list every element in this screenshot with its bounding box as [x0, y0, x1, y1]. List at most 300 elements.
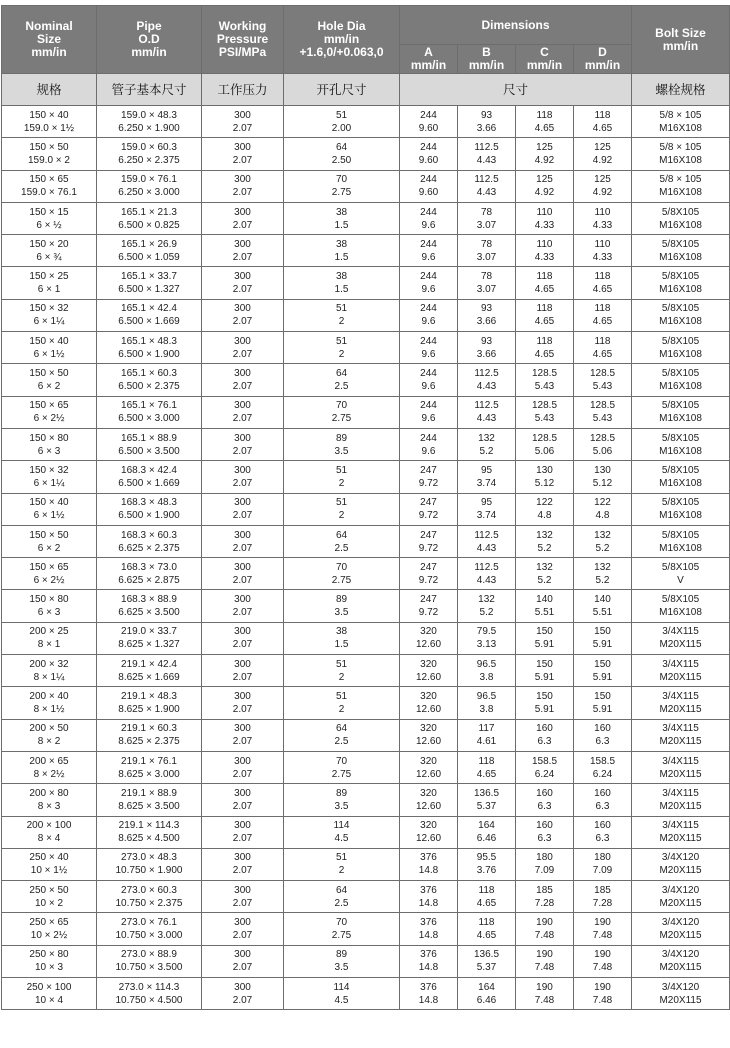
cell-line: 8.625 × 3.500: [118, 800, 180, 812]
cell-line: 2.07: [232, 703, 253, 715]
cell-line: 79.5: [476, 626, 497, 638]
cell-line: 118: [594, 335, 611, 347]
cell-line: 250 × 50: [29, 884, 69, 896]
cell-line: 118: [536, 109, 553, 121]
cell-d: [574, 267, 632, 299]
cell-line: 128.5: [531, 432, 558, 444]
cell-line: 165.1 × 26.9: [121, 238, 177, 250]
cell-hole: [284, 106, 400, 138]
cell-line: 190: [594, 949, 611, 961]
cell-b: [458, 848, 516, 880]
cell-line: 4.43: [476, 381, 497, 393]
cell-line: 320: [420, 755, 437, 767]
cell-line: 3/4X120: [661, 917, 700, 929]
cell-line: 168.3 × 73.0: [121, 561, 177, 573]
cell-line: 118: [594, 109, 611, 121]
cell-line: 7.09: [534, 865, 555, 877]
cell-d: [574, 848, 632, 880]
cell-line: 300: [234, 626, 251, 638]
cell-line: M20X115: [659, 736, 702, 748]
cell-pressure: [202, 687, 284, 719]
cell-line: 6 × ½: [36, 219, 62, 231]
cell-line: 168.3 × 60.3: [121, 529, 177, 541]
cell-pressure: [202, 816, 284, 848]
cell-line: 273.0 × 48.3: [121, 852, 177, 864]
cell-line: 273.0 × 60.3: [121, 884, 177, 896]
cell-line: 2.07: [232, 994, 253, 1006]
cell-line: 9.60: [418, 187, 439, 199]
cell-line: 89: [335, 787, 348, 799]
cell-d: [574, 106, 632, 138]
cell-line: 95: [480, 497, 493, 509]
cell-line: 6.500 × 2.375: [118, 381, 180, 393]
cell-line: 5.37: [476, 800, 497, 812]
cell-nominal: [2, 784, 97, 816]
cell-line: 38: [335, 206, 348, 218]
cell-hole: [284, 461, 400, 493]
cell-line: 376: [420, 884, 437, 896]
cell-line: 5/8 × 105: [659, 141, 702, 153]
cell-line: 300: [234, 174, 251, 186]
cell-line: 300: [234, 400, 251, 412]
cell-line: 9.6: [421, 413, 436, 425]
cell-line: 247: [420, 497, 437, 509]
cell-line: 2: [338, 316, 345, 328]
table-row: [2, 396, 730, 428]
cell-d: [574, 816, 632, 848]
cell-od: [97, 622, 202, 654]
cell-line: 2: [338, 510, 345, 522]
cell-bolt: [632, 590, 730, 622]
cell-line: 5.51: [534, 607, 555, 619]
cell-b: [458, 816, 516, 848]
cell-line: 2.07: [232, 736, 253, 748]
cell-line: 244: [420, 206, 437, 218]
cell-bolt: [632, 945, 730, 977]
cell-b: [458, 396, 516, 428]
cell-line: 165.1 × 48.3: [121, 335, 177, 347]
cell-hole: [284, 299, 400, 331]
cell-line: 5/8X105: [661, 303, 700, 315]
cell-a: [400, 461, 458, 493]
cell-line: 6.3: [537, 800, 552, 812]
cell-line: 150 × 80: [29, 432, 69, 444]
cell-line: 6 × 1¼: [33, 477, 65, 489]
cell-hole: [284, 332, 400, 364]
cell-hole: [284, 493, 400, 525]
cell-d: [574, 558, 632, 590]
cell-line: 6.3: [537, 736, 552, 748]
cell-pressure: [202, 428, 284, 460]
cell-line: 150: [594, 690, 611, 702]
cell-od: [97, 202, 202, 234]
cell-line: 5.06: [534, 445, 555, 457]
cell-pressure: [202, 202, 284, 234]
cell-line: 219.1 × 42.4: [121, 658, 177, 670]
table-row: [2, 687, 730, 719]
cell-line: M16X108: [659, 542, 702, 554]
cell-line: 51: [335, 464, 348, 476]
cell-line: 117: [478, 723, 495, 735]
cell-line: 300: [234, 917, 251, 929]
cell-line: 300: [234, 658, 251, 670]
cell-pressure: [202, 945, 284, 977]
cell-line: 8 × 1¼: [33, 671, 65, 683]
table-header: [2, 6, 730, 106]
cell-line: 5/8X105: [661, 335, 700, 347]
cell-line: 9.6: [421, 251, 436, 263]
cell-line: 38: [335, 238, 348, 250]
cell-line: 190: [536, 981, 553, 993]
cell-line: 70: [335, 561, 348, 573]
cell-line: M16X108: [659, 154, 702, 166]
cell-hole: [284, 881, 400, 913]
cell-line: 89: [335, 432, 348, 444]
cell-line: 250 × 80: [29, 949, 69, 961]
cell-line: 110: [536, 238, 553, 250]
cell-b: [458, 493, 516, 525]
cell-line: 3.07: [476, 219, 497, 231]
cell-line: 2.07: [232, 187, 253, 199]
cell-line: 200 × 32: [29, 658, 69, 670]
cell-hole: [284, 945, 400, 977]
cell-line: 128.5: [589, 368, 616, 380]
cell-line: 95.5: [476, 852, 497, 864]
cell-line: 5.91: [534, 671, 555, 683]
cell-line: 51: [335, 303, 348, 315]
table-row: [2, 202, 730, 234]
cell-c: [516, 945, 574, 977]
cell-bolt: [632, 267, 730, 299]
cell-line: 5/8X105: [661, 594, 700, 606]
table-row: [2, 816, 730, 848]
cell-line: 150 × 40: [29, 109, 69, 121]
cell-line: 9.72: [418, 607, 439, 619]
cell-line: 320: [420, 658, 437, 670]
cell-line: 51: [335, 658, 348, 670]
cell-line: 10.750 × 4.500: [115, 994, 183, 1006]
cell-line: 200 × 50: [29, 723, 69, 735]
cell-bolt: [632, 687, 730, 719]
cell-line: 6 × 3: [37, 607, 61, 619]
cell-line: M16X108: [659, 122, 702, 134]
cell-b: [458, 267, 516, 299]
cell-line: 150 × 32: [29, 464, 69, 476]
cell-line: 165.1 × 88.9: [121, 432, 177, 444]
cell-a: [400, 428, 458, 460]
cell-line: 5.2: [595, 574, 610, 586]
cell-d: [574, 138, 632, 170]
cell-hole: [284, 138, 400, 170]
cell-nominal: [2, 816, 97, 848]
cell-line: M20X115: [659, 962, 702, 974]
cell-line: 10.750 × 1.900: [115, 865, 183, 877]
cell-line: 2.07: [232, 542, 253, 554]
cell-line: 3/4X115: [662, 658, 699, 670]
cell-od: [97, 138, 202, 170]
table-row: [2, 751, 730, 783]
cell-line: 70: [335, 174, 348, 186]
cell-b: [458, 428, 516, 460]
cell-b: [458, 106, 516, 138]
cell-bolt: [632, 622, 730, 654]
cell-c: [516, 138, 574, 170]
cell-line: 9.60: [418, 154, 439, 166]
cell-line: 14.8: [418, 994, 439, 1006]
cell-c: [516, 622, 574, 654]
cell-od: [97, 106, 202, 138]
cell-nominal: [2, 299, 97, 331]
cell-hole: [284, 816, 400, 848]
cell-line: 2.07: [232, 284, 253, 296]
cell-line: 96.5: [476, 690, 497, 702]
cell-line: 6.625 × 3.500: [118, 607, 180, 619]
cell-line: 4.65: [534, 284, 555, 296]
cell-line: 3/4X115: [662, 755, 699, 767]
cell-line: 150 × 50: [29, 141, 69, 153]
cell-od: [97, 364, 202, 396]
cell-line: 14.8: [418, 897, 439, 909]
cell-line: 6 × 2: [37, 542, 61, 554]
cell-line: 4.65: [534, 316, 555, 328]
cell-b: [458, 364, 516, 396]
cell-hole: [284, 202, 400, 234]
cell-c: [516, 428, 574, 460]
cell-line: 93: [480, 109, 493, 121]
cell-line: 376: [420, 949, 437, 961]
table-row: [2, 719, 730, 751]
cell-line: 51: [335, 497, 348, 509]
cell-line: M16X108: [659, 316, 702, 328]
cell-line: 4.43: [476, 187, 497, 199]
cell-line: V: [677, 574, 684, 586]
cell-c: [516, 396, 574, 428]
cell-nominal: [2, 138, 97, 170]
cell-line: 3.5: [334, 962, 349, 974]
cell-line: 4.65: [592, 122, 613, 134]
cell-line: 132: [594, 561, 611, 573]
cell-line: 3/4X115: [662, 690, 699, 702]
table-row: [2, 170, 730, 202]
cell-line: 247: [420, 561, 437, 573]
cell-od: [97, 299, 202, 331]
cell-nominal: [2, 428, 97, 460]
cn-header-dims: 尺寸: [400, 74, 632, 106]
cell-line: 247: [420, 594, 437, 606]
cell-od: [97, 719, 202, 751]
cell-line: 200 × 100: [26, 820, 72, 832]
cell-b: [458, 622, 516, 654]
cell-d: [574, 299, 632, 331]
cell-line: 78: [480, 206, 493, 218]
cell-line: 5/8X105: [661, 400, 700, 412]
cell-od: [97, 558, 202, 590]
cell-line: M20X115: [659, 639, 702, 651]
cell-line: 159.0 × 76.1: [21, 187, 77, 199]
cell-line: 93: [480, 335, 493, 347]
cell-line: 2.07: [232, 510, 253, 522]
cell-line: 112.5: [474, 561, 499, 573]
cell-line: 8.625 × 1.327: [118, 639, 180, 651]
cell-hole: [284, 848, 400, 880]
cell-bolt: [632, 364, 730, 396]
cell-line: 4.92: [534, 154, 555, 166]
cell-line: 3/4X115: [662, 723, 699, 735]
cell-line: M20X115: [659, 768, 702, 780]
cell-pressure: [202, 138, 284, 170]
cell-hole: [284, 687, 400, 719]
cell-hole: [284, 913, 400, 945]
cell-line: 185: [536, 884, 553, 896]
cell-nominal: [2, 590, 97, 622]
cell-line: 160: [536, 820, 553, 832]
cell-line: 244: [420, 271, 437, 283]
cell-line: 2.07: [232, 865, 253, 877]
header-dim-c: C mm/in: [516, 45, 574, 74]
cell-line: 160: [536, 787, 553, 799]
cell-line: 2.07: [232, 477, 253, 489]
cell-line: 2.50: [331, 154, 352, 166]
cell-line: 7.48: [534, 962, 555, 974]
cell-line: 160: [594, 787, 611, 799]
cell-bolt: [632, 525, 730, 557]
cell-line: 1.5: [334, 639, 349, 651]
cell-line: 64: [335, 141, 348, 153]
header-dim-d: D mm/in: [574, 45, 632, 74]
cell-line: 5.2: [479, 445, 494, 457]
cell-hole: [284, 267, 400, 299]
cell-line: M20X115: [659, 833, 702, 845]
cell-line: 3.76: [476, 865, 497, 877]
cell-line: 6.3: [595, 833, 610, 845]
cell-line: 219.1 × 76.1: [121, 755, 177, 767]
cell-line: 10 × 1½: [30, 865, 68, 877]
cell-nominal: [2, 461, 97, 493]
cell-line: M20X115: [659, 994, 702, 1006]
table-row: [2, 267, 730, 299]
cell-line: 2.07: [232, 607, 253, 619]
cell-line: 200 × 80: [29, 787, 69, 799]
cell-line: 6.3: [595, 736, 610, 748]
cell-line: 273.0 × 88.9: [121, 949, 177, 961]
header-working-pressure: Working Pressure PSI/MPa: [202, 6, 284, 74]
cell-line: 9.6: [421, 316, 436, 328]
cell-line: 9.72: [418, 574, 439, 586]
cell-od: [97, 816, 202, 848]
cell-line: 200 × 65: [29, 755, 69, 767]
cell-nominal: [2, 493, 97, 525]
cell-line: 136.5: [473, 787, 500, 799]
cell-line: 118: [594, 271, 611, 283]
cell-c: [516, 816, 574, 848]
cell-od: [97, 784, 202, 816]
cell-line: 150: [536, 690, 553, 702]
cell-d: [574, 364, 632, 396]
cell-line: 10 × 3: [34, 962, 64, 974]
cell-bolt: [632, 461, 730, 493]
header-dim-a: A mm/in: [400, 45, 458, 74]
cell-line: 5/8X105: [661, 432, 700, 444]
cell-c: [516, 235, 574, 267]
cell-line: 122: [536, 497, 553, 509]
cell-line: 5.43: [534, 413, 555, 425]
cell-line: 300: [234, 755, 251, 767]
cell-line: 6 × 1½: [33, 348, 65, 360]
cn-header-nominal: 规格: [2, 74, 97, 106]
cell-line: 5.91: [592, 671, 613, 683]
cell-line: 8 × 1½: [33, 703, 65, 715]
cn-header-row: [2, 74, 730, 106]
cell-line: 3.66: [476, 122, 497, 134]
cell-line: 190: [536, 917, 553, 929]
cell-bolt: [632, 848, 730, 880]
cell-line: 5/8X105: [661, 368, 700, 380]
cell-line: 6.625 × 2.375: [118, 542, 180, 554]
header-hole-dia: Hole Dia mm/in +1.6,0/+0.063,0: [284, 6, 400, 74]
cell-bolt: [632, 106, 730, 138]
cell-line: M20X115: [659, 865, 702, 877]
cell-line: 7.48: [534, 930, 555, 942]
cell-line: 159.0 × 48.3: [121, 109, 177, 121]
cell-line: 6.500 × 3.000: [118, 413, 180, 425]
cell-b: [458, 655, 516, 687]
table-row: [2, 332, 730, 364]
table-row: [2, 525, 730, 557]
cell-line: 132: [536, 561, 553, 573]
cell-line: 250 × 65: [29, 917, 69, 929]
cell-line: 158.5: [589, 755, 616, 767]
cell-nominal: [2, 525, 97, 557]
cell-od: [97, 848, 202, 880]
cell-line: 300: [234, 206, 251, 218]
cell-line: 7.48: [592, 962, 613, 974]
cell-line: 6 × 1¼: [33, 316, 65, 328]
cell-line: 2.07: [232, 154, 253, 166]
cell-line: 10.750 × 3.000: [115, 930, 183, 942]
cell-line: 244: [420, 141, 437, 153]
cell-a: [400, 138, 458, 170]
cell-line: 3.07: [476, 284, 497, 296]
cell-line: 5/8X105: [661, 464, 700, 476]
cell-line: 190: [594, 981, 611, 993]
cell-line: 6.46: [476, 833, 497, 845]
cell-pressure: [202, 719, 284, 751]
cell-line: 6.46: [476, 994, 497, 1006]
header-pipe-od: Pipe O.D mm/in: [97, 6, 202, 74]
cell-pressure: [202, 170, 284, 202]
cell-c: [516, 364, 574, 396]
cell-bolt: [632, 396, 730, 428]
cell-line: 4.33: [592, 251, 613, 263]
cell-line: 300: [234, 303, 251, 315]
cell-line: 125: [536, 174, 553, 186]
cell-line: 300: [234, 723, 251, 735]
cell-line: 5.91: [592, 703, 613, 715]
table-row: [2, 558, 730, 590]
cell-b: [458, 913, 516, 945]
cell-line: 118: [478, 884, 495, 896]
cell-line: 4.43: [476, 154, 497, 166]
cell-line: 2.07: [232, 574, 253, 586]
cell-line: 160: [594, 723, 611, 735]
cell-pressure: [202, 881, 284, 913]
cell-line: 118: [594, 303, 611, 315]
cell-line: 5/8X105: [661, 529, 700, 541]
cell-od: [97, 881, 202, 913]
cell-pressure: [202, 106, 284, 138]
cell-line: 5.2: [537, 574, 552, 586]
cell-line: 4.65: [592, 316, 613, 328]
